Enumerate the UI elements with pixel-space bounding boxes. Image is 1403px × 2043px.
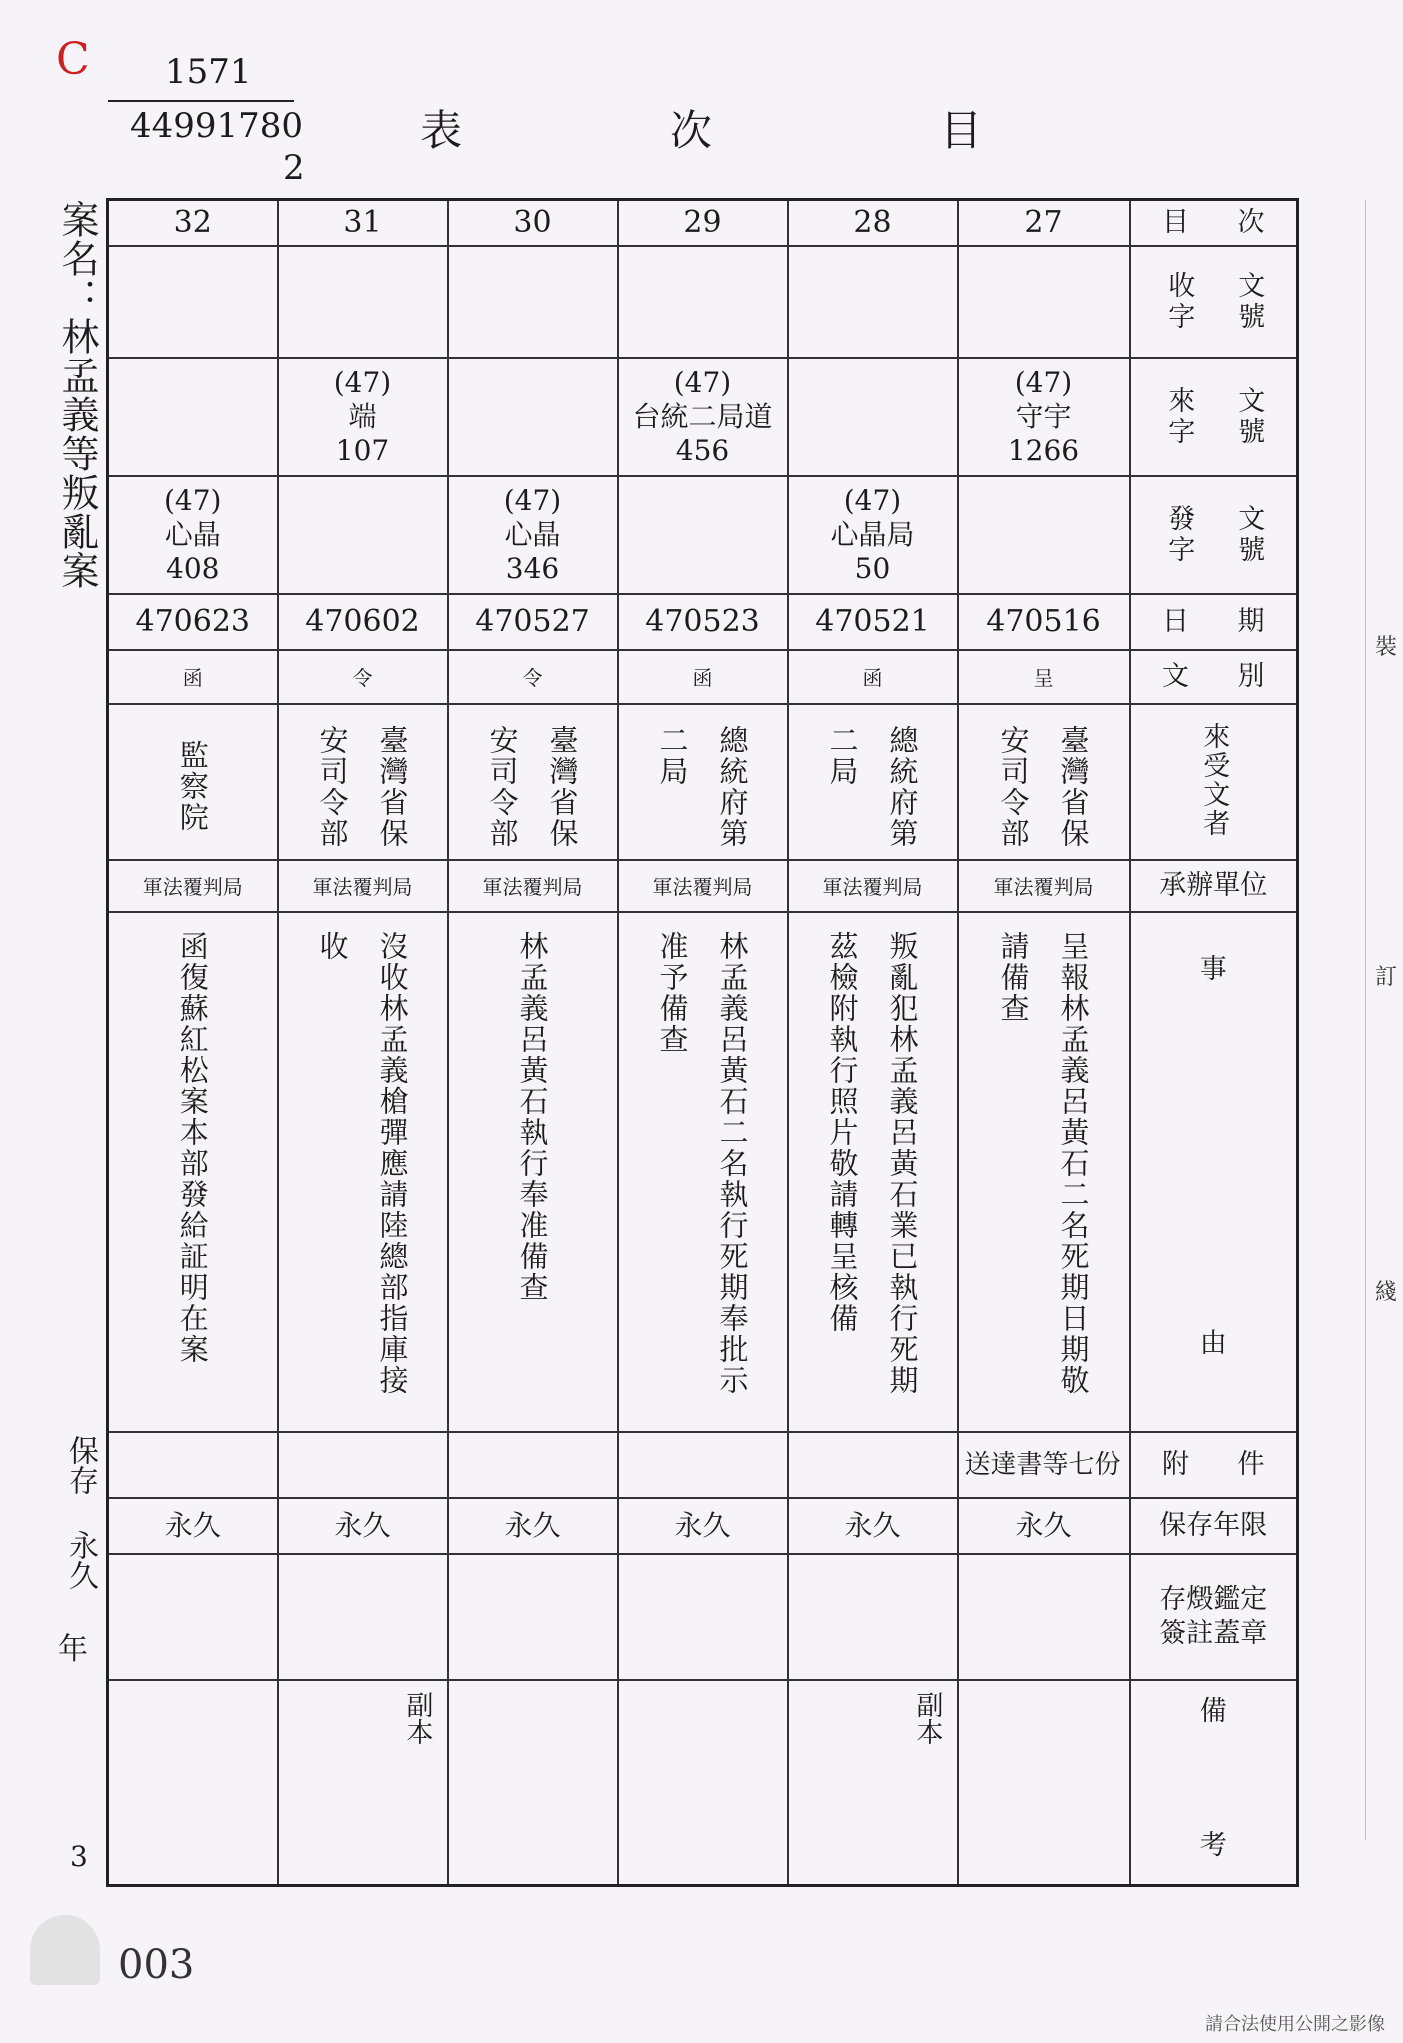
outgoing-32 — [108, 476, 278, 594]
col-no-32: 32 — [108, 200, 278, 246]
subject-28-a: 叛亂犯林孟義呂黃石業已執行死期 — [885, 930, 920, 1396]
incoming-27-word: 守宇 — [1015, 399, 1072, 433]
row-incoming-no — [108, 358, 1298, 476]
label-type-a: 文 — [1161, 660, 1189, 692]
label-date-a: 日 — [1161, 605, 1189, 637]
date-32: 470623 — [108, 594, 278, 650]
incoming-30 — [448, 358, 618, 476]
unit-31: 軍法覆判局 — [278, 860, 448, 912]
outgoing-31 — [278, 476, 448, 594]
received-30 — [448, 246, 618, 358]
subject-32 — [108, 912, 278, 1432]
remark-31-text: 副本 — [401, 1690, 433, 1745]
row-unit — [108, 860, 1298, 912]
row-date — [108, 594, 1298, 650]
label-received-no — [1130, 246, 1298, 358]
retention-side-unit: 年 — [58, 1632, 88, 1667]
date-30: 470527 — [448, 594, 618, 650]
label-party-text: 來受文者 — [1198, 721, 1230, 838]
binding-line — [1365, 200, 1366, 1840]
type-27: 呈 — [958, 650, 1130, 704]
volume-number: 1571 — [165, 52, 252, 92]
type-29: 函 — [618, 650, 788, 704]
label-subject-a: 事 — [1199, 953, 1227, 985]
unit-28: 軍法覆判局 — [788, 860, 958, 912]
incoming-29-number: 456 — [675, 433, 730, 467]
label-received-a: 收字 — [1163, 270, 1195, 333]
retention-27: 永久 — [958, 1498, 1130, 1554]
case-name-label: 案名：林孟義等叛亂案 — [55, 200, 99, 590]
attach-32 — [108, 1432, 278, 1498]
incoming-27-year: (47) — [1014, 365, 1073, 399]
attach-27: 送達書等七份 — [958, 1432, 1130, 1498]
title-char-3: 目 — [940, 106, 985, 155]
party-28 — [788, 704, 958, 860]
subject-27-b: 請備查 — [996, 930, 1031, 1024]
received-31 — [278, 246, 448, 358]
archive-number: 44991780 — [130, 106, 304, 146]
archive-logo-icon — [30, 1915, 100, 1985]
subject-30-a: 林孟義呂黃石執行奉准備查 — [515, 930, 550, 1303]
outgoing-30 — [448, 476, 618, 594]
outgoing-29 — [618, 476, 788, 594]
retention-side-value: 永久 — [63, 1530, 98, 1590]
row-received-no — [108, 246, 1298, 358]
unit-27: 軍法覆判局 — [958, 860, 1130, 912]
subject-29-a: 林孟義呂黃石二名執行死期奉批示 — [715, 930, 750, 1396]
label-attach-a: 附 — [1161, 1448, 1189, 1480]
outgoing-30-year: (47) — [503, 483, 562, 517]
binding-mark-3: 綫 — [1375, 1280, 1398, 1305]
subject-27 — [958, 912, 1130, 1432]
label-appraisal — [1130, 1554, 1298, 1680]
party-27-b: 安司令部 — [996, 724, 1031, 849]
attach-31 — [278, 1432, 448, 1498]
party-28-b: 二局 — [825, 724, 860, 787]
label-incoming-b: 文號 — [1233, 385, 1265, 448]
outgoing-27 — [958, 476, 1130, 594]
incoming-29 — [618, 358, 788, 476]
party-31 — [278, 704, 448, 860]
outgoing-32-number: 408 — [166, 551, 220, 585]
subject-28 — [788, 912, 958, 1432]
party-32-a: 監察院 — [175, 740, 210, 833]
party-27 — [958, 704, 1130, 860]
col-no-29: 29 — [618, 200, 788, 246]
binding-mark-2: 訂 — [1375, 965, 1398, 990]
stamp-number: 003 — [118, 1942, 195, 1988]
col-no-30: 30 — [448, 200, 618, 246]
incoming-29-word: 台統二局道 — [632, 399, 773, 433]
incoming-31-year: (47) — [333, 365, 392, 399]
page-number: 3 — [70, 1840, 88, 1873]
subject-29 — [618, 912, 788, 1432]
subject-31 — [278, 912, 448, 1432]
col-no-31: 31 — [278, 200, 448, 246]
row-outgoing-no — [108, 476, 1298, 594]
row-appraisal — [108, 1554, 1298, 1680]
appraisal-29 — [618, 1554, 788, 1680]
appraisal-27 — [958, 1554, 1130, 1680]
subject-27-a: 呈報林孟義呂黃石二名死期日期敬 — [1056, 930, 1091, 1396]
received-32 — [108, 246, 278, 358]
party-30-a: 臺灣省保 — [545, 724, 580, 849]
subject-28-b: 茲檢附執行照片敬請轉呈核備 — [825, 930, 860, 1334]
label-appraisal-b: 簽註蓋章 — [1159, 1617, 1268, 1649]
label-attach-b: 件 — [1237, 1448, 1265, 1480]
subject-29-b: 准予備查 — [655, 930, 690, 1055]
unit-29: 軍法覆判局 — [618, 860, 788, 912]
received-29 — [618, 246, 788, 358]
title-char-2: 次 — [670, 106, 715, 155]
row-attach — [108, 1432, 1298, 1498]
incoming-29-year: (47) — [673, 365, 732, 399]
incoming-27-number: 1266 — [1007, 433, 1080, 467]
outgoing-30-number: 346 — [505, 551, 560, 585]
retention-31: 永久 — [278, 1498, 448, 1554]
subject-32-a: 函復蘇紅松案本部發給証明在案 — [175, 930, 210, 1365]
date-29: 470523 — [618, 594, 788, 650]
outgoing-30-word: 心晶 — [504, 517, 561, 551]
unit-32: 軍法覆判局 — [108, 860, 278, 912]
appraisal-32 — [108, 1554, 278, 1680]
label-subject-b: 由 — [1199, 1327, 1227, 1359]
party-29-b: 二局 — [655, 724, 690, 787]
party-31-b: 安司令部 — [315, 724, 350, 849]
label-type-b: 別 — [1237, 660, 1265, 692]
received-28 — [788, 246, 958, 358]
outgoing-28-number: 50 — [854, 551, 891, 585]
outgoing-32-word: 心晶 — [164, 517, 221, 551]
row-retention — [108, 1498, 1298, 1554]
row-party — [108, 704, 1298, 860]
subject-30 — [448, 912, 618, 1432]
outgoing-28 — [788, 476, 958, 594]
party-28-a: 總統府第 — [885, 724, 920, 849]
retention-29: 永久 — [618, 1498, 788, 1554]
subject-31-b: 收 — [315, 930, 350, 962]
appraisal-30 — [448, 1554, 618, 1680]
subject-31-a: 沒收林孟義槍彈應請陸總部指庫接 — [375, 930, 410, 1396]
label-appraisal-a: 存燬鑑定 — [1159, 1583, 1268, 1615]
remark-28 — [788, 1680, 958, 1886]
date-27: 470516 — [958, 594, 1130, 650]
attach-30 — [448, 1432, 618, 1498]
label-received-b: 文號 — [1233, 270, 1265, 333]
incoming-31-word: 端 — [348, 399, 377, 433]
label-party — [1130, 704, 1298, 860]
retention-32: 永久 — [108, 1498, 278, 1554]
label-attach — [1130, 1432, 1298, 1498]
type-32: 函 — [108, 650, 278, 704]
footer-notice: 請合法使用公開之影像 — [1205, 2014, 1385, 2035]
incoming-27 — [958, 358, 1130, 476]
label-item-no-a: 目 — [1161, 206, 1189, 238]
incoming-32 — [108, 358, 278, 476]
label-unit: 承辦單位 — [1130, 860, 1298, 912]
title-char-1: 表 — [420, 106, 465, 155]
incoming-31-number: 107 — [335, 433, 390, 467]
party-32 — [108, 704, 278, 860]
appraisal-31 — [278, 1554, 448, 1680]
incoming-28 — [788, 358, 958, 476]
remark-28-text: 副本 — [911, 1690, 943, 1745]
party-31-a: 臺灣省保 — [375, 724, 410, 849]
received-27 — [958, 246, 1130, 358]
party-27-a: 臺灣省保 — [1056, 724, 1091, 849]
party-30 — [448, 704, 618, 860]
label-date — [1130, 594, 1298, 650]
label-subject — [1130, 912, 1298, 1432]
label-doc-type — [1130, 650, 1298, 704]
party-29-a: 總統府第 — [715, 724, 750, 849]
remark-27 — [958, 1680, 1130, 1886]
row-remarks — [108, 1680, 1298, 1886]
label-remarks — [1130, 1680, 1298, 1886]
remark-32 — [108, 1680, 278, 1886]
type-28: 函 — [788, 650, 958, 704]
col-no-27: 27 — [958, 200, 1130, 246]
type-31: 令 — [278, 650, 448, 704]
label-incoming-no — [1130, 358, 1298, 476]
incoming-31 — [278, 358, 448, 476]
remark-30 — [448, 1680, 618, 1886]
party-29 — [618, 704, 788, 860]
label-item-no — [1130, 200, 1298, 246]
row-subject — [108, 912, 1298, 1432]
retention-28: 永久 — [788, 1498, 958, 1554]
attach-29 — [618, 1432, 788, 1498]
label-incoming-a: 來字 — [1163, 385, 1195, 448]
label-outgoing-a: 發字 — [1163, 503, 1195, 566]
date-28: 470521 — [788, 594, 958, 650]
red-mark-icon: C — [56, 34, 90, 85]
label-outgoing-b: 文號 — [1233, 503, 1265, 566]
label-date-b: 期 — [1237, 605, 1265, 637]
col-no-28: 28 — [788, 200, 958, 246]
retention-side-label: 保存 — [63, 1435, 98, 1495]
party-30-b: 安司令部 — [485, 724, 520, 849]
label-remarks-b: 考 — [1199, 1829, 1227, 1861]
retention-30: 永久 — [448, 1498, 618, 1554]
outgoing-32-year: (47) — [164, 483, 222, 517]
outgoing-28-word: 心晶局 — [830, 517, 915, 551]
header-rule — [108, 100, 294, 102]
date-31: 470602 — [278, 594, 448, 650]
label-item-no-b: 次 — [1237, 206, 1265, 238]
attach-28 — [788, 1432, 958, 1498]
remark-31 — [278, 1680, 448, 1886]
outgoing-28-year: (47) — [843, 483, 902, 517]
unit-30: 軍法覆判局 — [448, 860, 618, 912]
label-remarks-a: 備 — [1199, 1695, 1227, 1727]
type-30: 令 — [448, 650, 618, 704]
ledger-table — [106, 198, 1299, 1887]
binding-mark-1: 裝 — [1375, 635, 1398, 660]
row-item-no — [108, 200, 1298, 246]
label-retention: 保存年限 — [1130, 1498, 1298, 1554]
appraisal-28 — [788, 1554, 958, 1680]
row-doc-type — [108, 650, 1298, 704]
label-outgoing-no — [1130, 476, 1298, 594]
sub-number: 2 — [283, 148, 305, 188]
remark-29 — [618, 1680, 788, 1886]
